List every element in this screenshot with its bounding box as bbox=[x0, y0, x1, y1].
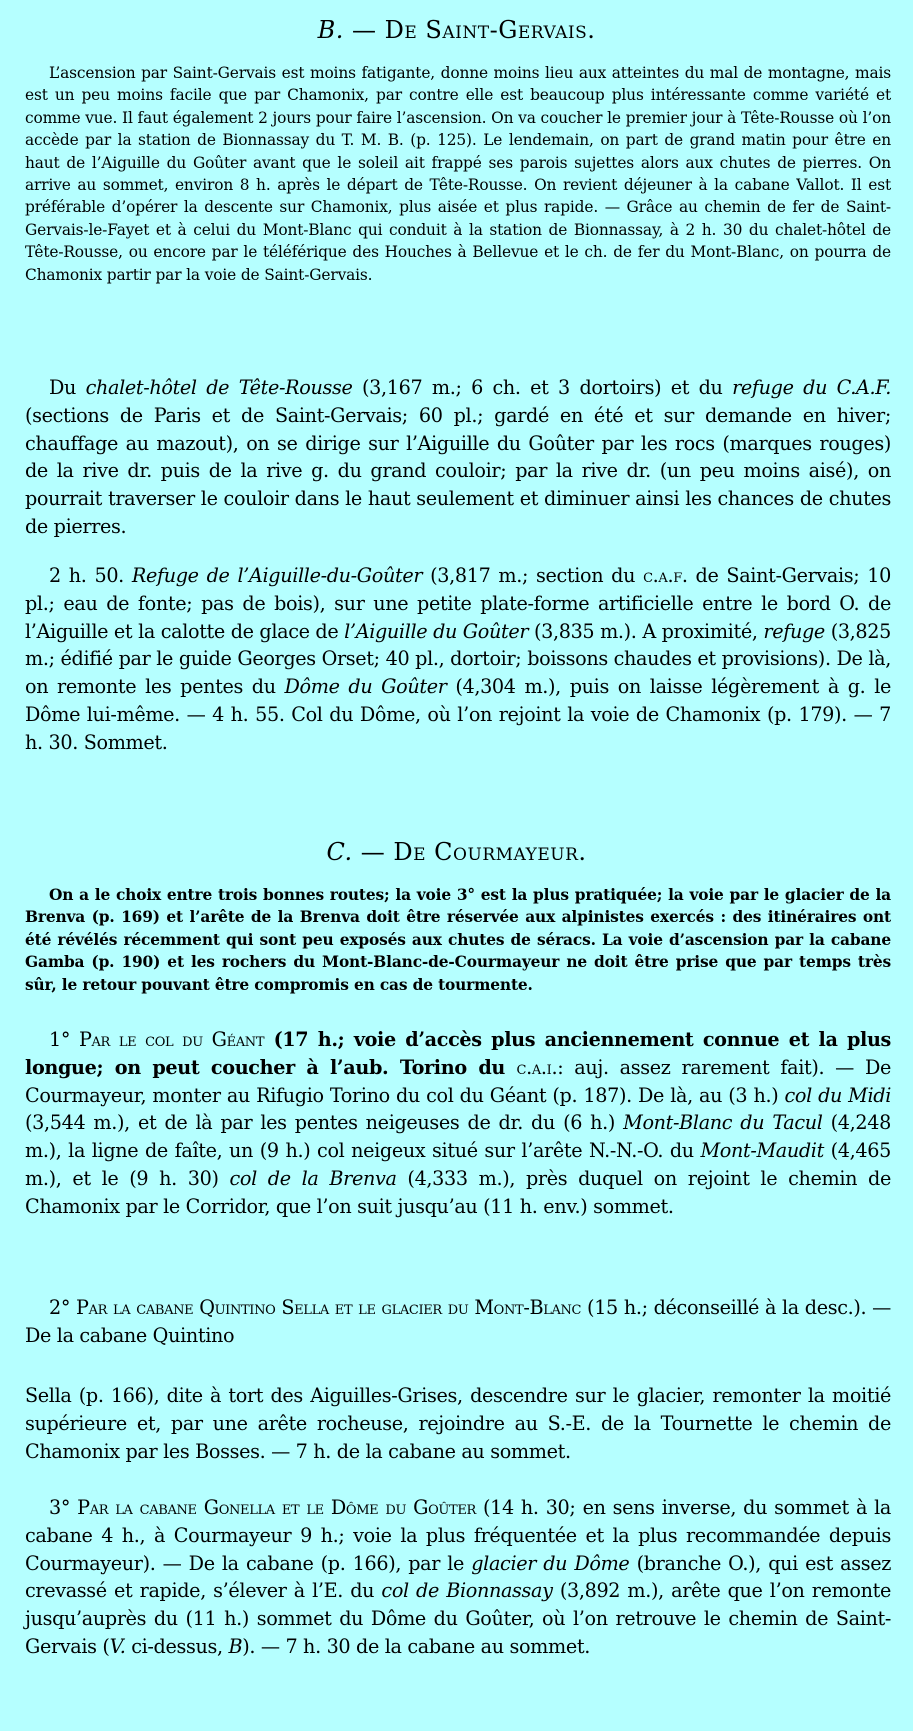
place-name: glacier du Dôme bbox=[471, 1551, 630, 1575]
text-run: : auj. assez rarement fait). — De Courmayeur, monter au Rifugio Torino du col du Géant (p. 187). De là, au (3 h.) bbox=[25, 1055, 892, 1107]
route-2-paragraph bbox=[25, 1294, 891, 1350]
text-run: (3,167 m.; 6 ch. et 3 dortoirs) et du bbox=[352, 376, 733, 399]
text-run: (sections de Paris et de Saint-Gervais; 60 pl.; gardé en été et sur demande en hiver; chauffage au mazout), on se dirige sur l’Aiguille du Goûter par les rocs (marques rouges) de la rive dr. puis de la rive g. du grand couloir; par la rive dr. (un peu moins aisé), on pourrait traverser le couloir dans le haut seulement et diminuer ainsi les chances de chutes de pierres. bbox=[25, 403, 891, 538]
section-b-paragraph-2 bbox=[25, 562, 891, 757]
text-run: (branche O.), qui est assez crevassé et rapide, s’élever à l’E. du bbox=[25, 1551, 891, 1603]
route-3-paragraph bbox=[25, 1494, 891, 1661]
text-run: 2 h. 50. bbox=[49, 564, 132, 587]
place-name: refuge bbox=[763, 619, 825, 643]
place-name: Refuge de l’Aiguille-du-Goûter bbox=[131, 564, 423, 587]
route-title: Par le col du Géant bbox=[78, 1028, 265, 1051]
route-2-continuation: Sella (p. 166), dite à tort des Aiguilles-Grises, descendre sur le glacier, remonter la moitié supérieure et, par une arête rocheuse, rejoindre au S.-E. de la Tournette le chemin de Chamonix par les Bosses. — 7 h. de la cabane au sommet. bbox=[25, 1384, 891, 1463]
section-c-heading bbox=[0, 838, 913, 866]
section-b-intro: L’ascension par Saint-Gervais est moins fatigante, donne moins lieu aux atteintes du mal de montagne, mais est un peu moins facile que par Chamonix, par contre elle est beaucoup plus intéressante comme variété et comme vue. Il faut également 2 jours pour faire l’ascension. On va coucher le premier jour à Tête-Rousse où l’on accède par la station de Bionnassay du T. M. B. (p. 125). Le lendemain, on part de grand matin pour être en haut de l’Aiguille du Goûter avant que le soleil ait frappé ses parois sujettes alors aux chutes de pierres. On arrive au sommet, environ 8 h. après le départ de Tête-Rousse. On revient déjeuner à la cabane Vallot. Il est préférable d’opérer la descente sur Chamonix, plus aisée et plus rapide. — Grâce au chemin de fer de Saint-Gervais-le-Fayet et à celui du Mont-Blanc qui conduit à la station de Bionnassay, à 2 h. 30 du chalet-hôtel de Tête-Rousse, ou encore par le téléférique des Houches à Bellevue et le ch. de fer du Mont-Blanc, on pourra de Chamonix partir par la voie de Saint-Gervais. bbox=[25, 64, 891, 284]
text-run: (4,465 m.), et le (9 h. 30) bbox=[25, 1139, 891, 1190]
text-run: ). — 7 h. 30 de la cabane au sommet. bbox=[242, 1634, 590, 1658]
place-name: col du Midi bbox=[784, 1083, 891, 1107]
text-run: (4,248 m.), la ligne de faîte, un (9 h.) col neigeux situé sur l’arête N.-N.-O. du bbox=[25, 1111, 891, 1163]
abbreviation: c.a.i. bbox=[516, 1055, 558, 1079]
text-run: (14 h. 30; en sens inverse, du sommet à la cabane 4 h., à Courmayeur 9 h.; voie la plus fréquentée et la plus recommandée depuis Courmayeur). — De la cabane (p. 166), par le bbox=[25, 1496, 891, 1575]
text-run: (3,544 m.), et de là par les pentes neigeuses de dr. du (6 h.) bbox=[25, 1111, 624, 1135]
place-name: Mont-Blanc du Tacul bbox=[623, 1111, 823, 1135]
text-run: (17 h.; voie d’accès plus anciennement connue et la plus longue; on peut coucher à l’aub. Torino du bbox=[25, 1028, 892, 1079]
reference: V. bbox=[109, 1634, 126, 1658]
place-name: col de la Brenva bbox=[229, 1166, 397, 1190]
text-run: ci-dessus, bbox=[125, 1634, 229, 1658]
section-b-heading bbox=[0, 16, 913, 44]
section-c-intro: On a le choix entre trois bonnes routes; la voie 3° est la plus pratiquée; la voie par le glacier de la Brenva (p. 169) et l’arête de la Brenva doit être réservée aux alpinistes exercés : des itinéraires ont été révélés récemment qui sont peu exposés aux chutes de séracs. La voie d’ascension par la cabane Gamba (p. 190) et les rochers du Mont-Blanc-de-Courmayeur ne doit être prise que par temps très sûr, le retour pouvant être compromis en cas de tourmente. bbox=[25, 886, 891, 994]
route-number: 3° bbox=[49, 1496, 78, 1519]
section-b-letter: B. bbox=[317, 16, 344, 44]
route-title: Par la cabane Quintino Sella et le glacier du Mont-Blanc bbox=[76, 1296, 582, 1319]
place-name: chalet-hôtel de Tête-Rousse bbox=[85, 376, 353, 399]
text-run: (4,333 m.), près duquel on rejoint le chemin de Chamonix par le Corridor, que l’on suit jusqu’au (11 h. env.) sommet. bbox=[25, 1166, 891, 1218]
place-name: l’Aiguille du Goûter bbox=[344, 619, 529, 643]
place-name: refuge du C.A.F. bbox=[732, 376, 891, 399]
text-run: (3,817 m.; section du bbox=[422, 564, 644, 587]
place-name: Dôme du Goûter bbox=[284, 675, 447, 699]
section-b-title: De Saint-Gervais. bbox=[384, 16, 596, 44]
text-run: de Saint-Gervais; 10 pl.; eau de fonte; pas de bois), sur une petite plate-forme artificielle entre le bord O. de l’Aiguille et la calotte de glace de bbox=[25, 564, 892, 643]
reference: B bbox=[228, 1634, 243, 1658]
route-number: 1° bbox=[49, 1028, 79, 1051]
section-b-paragraph-1 bbox=[25, 374, 891, 541]
text-run: (3,835 m.). A proximité, bbox=[528, 619, 764, 643]
text-run: (15 h.; déconseillé à la desc.). — De la cabane Quintino bbox=[25, 1296, 891, 1347]
section-c-dash: — bbox=[352, 838, 394, 866]
place-name: Mont-Maudit bbox=[700, 1139, 824, 1163]
section-c-title: De Courmayeur. bbox=[393, 838, 587, 866]
place-name: col de Bionnassay bbox=[381, 1579, 553, 1603]
route-title: Par la cabane Gonella et le Dôme du Goûter bbox=[77, 1496, 476, 1519]
section-b-dash: — bbox=[343, 16, 385, 44]
route-1-paragraph bbox=[25, 1026, 891, 1221]
text-run: (3,825 m.; édifié par le guide Georges Orset; 40 pl., dortoir; boissons chaudes et provisions). De là, on remonte les pentes du bbox=[25, 619, 892, 699]
text-run: (3,892 m.), arête que l’on remonte jusqu’auprès du (11 h.) sommet du Dôme du Goûter, où l’on retrouve le chemin de Saint-Gervais ( bbox=[25, 1579, 892, 1658]
text-run: (4,304 m.), puis on laisse légèrement à g. le Dôme lui-même. — 4 h. 55. Col du Dôme, où l’on rejoint la voie de Chamonix (p. 179). — 7 h. 30. Sommet. bbox=[25, 675, 891, 754]
route-number: 2° bbox=[49, 1296, 77, 1319]
section-c-letter: C. bbox=[326, 838, 353, 866]
abbreviation: c.a.f. bbox=[643, 564, 688, 587]
text-run: Du bbox=[49, 376, 86, 399]
